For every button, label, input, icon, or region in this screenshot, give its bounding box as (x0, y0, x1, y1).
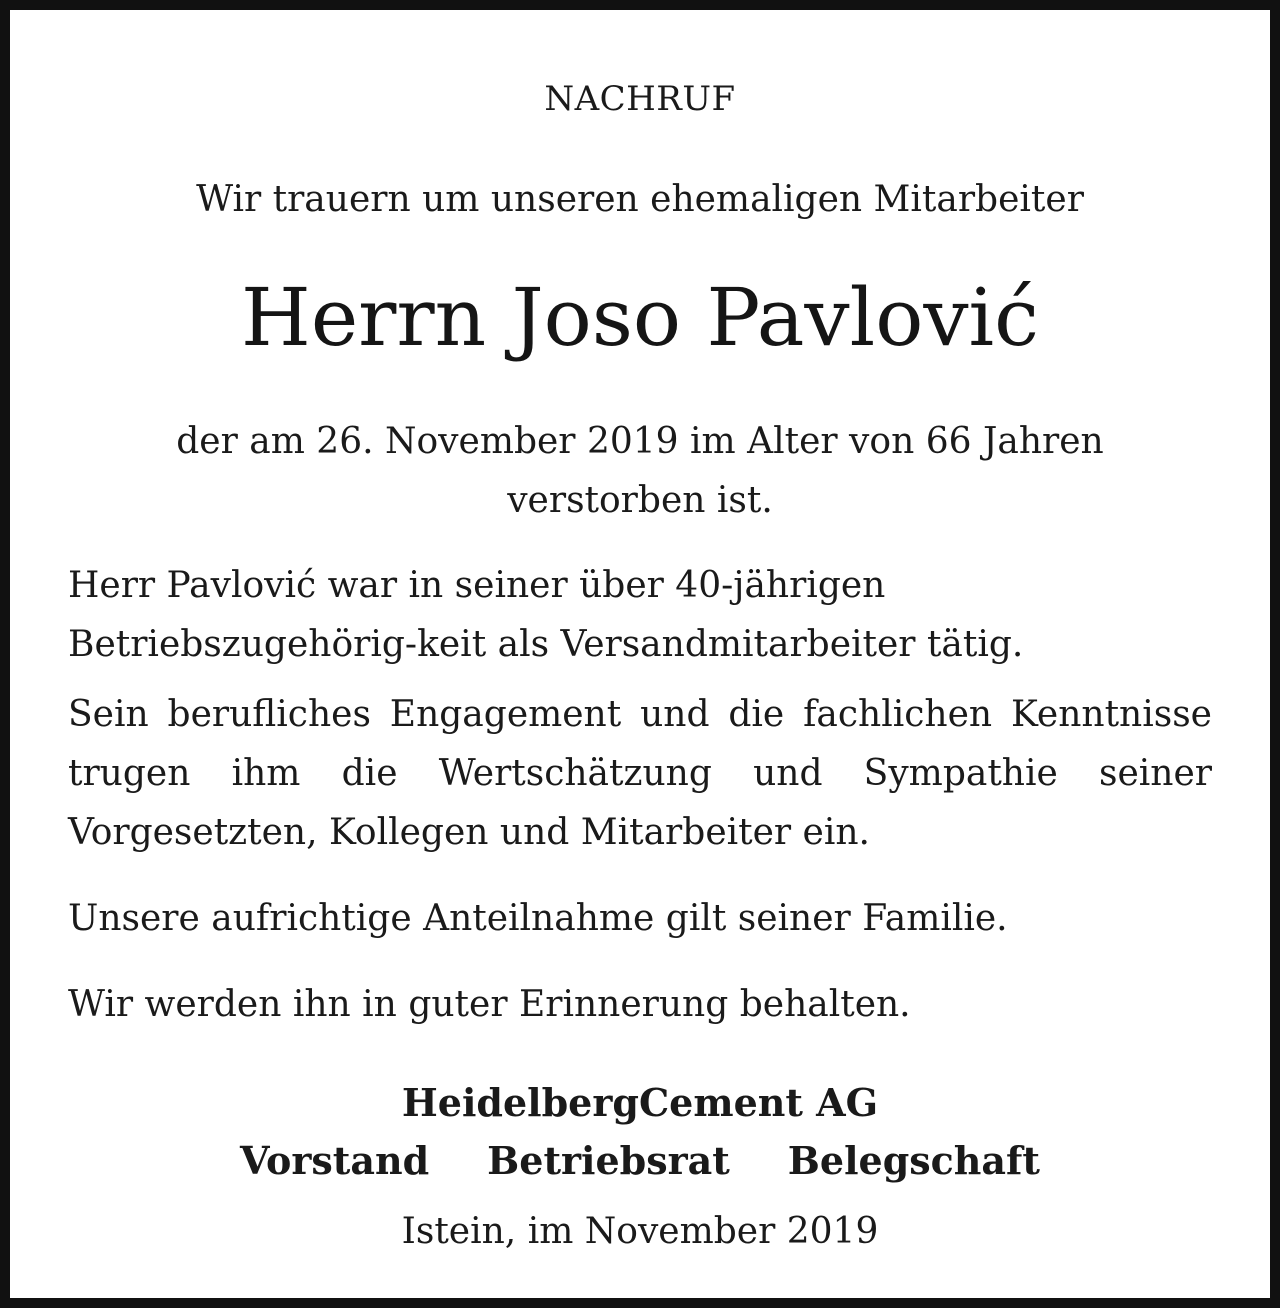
death-details-line-1: der am 26. November 2019 im Alter von 66 Jahren (176, 421, 1104, 462)
deceased-name: Herrn Joso Pavlović (241, 271, 1039, 364)
paragraph-service-text: Herr Pavlović war in seiner über 40-jährigen Betriebszugehörig-keit als Versandmitarbeiter tätig. (68, 565, 1024, 665)
paragraph-condolence: Unsere aufrichtige Anteilnahme gilt seiner Familie. (68, 898, 1008, 939)
paragraph-remembrance: Wir werden ihn in guter Erinnerung behalten. (68, 984, 911, 1025)
place-and-date: Istein, im November 2019 (401, 1211, 879, 1252)
intro-text: Wir trauern um unseren ehemaligen Mitarbeiter (196, 179, 1084, 220)
signer-vorstand: Vorstand (240, 1138, 430, 1183)
paragraph-service (68, 556, 1212, 674)
death-details-line-2: verstorben ist. (507, 480, 773, 521)
signer-belegschaft: Belegschaft (787, 1138, 1040, 1183)
signers-row (10, 1138, 1270, 1183)
paragraph-appreciation: Sein berufliches Engagement und die fachlichen Kenntnisse trugen ihm die Wertschätzung und Sympathie seiner Vorgesetzten, Kollegen und Mitarbeiter ein. (68, 694, 1212, 853)
company-name: HeidelbergCement AG (401, 1080, 879, 1125)
signer-betriebsrat: Betriebsrat (487, 1138, 730, 1183)
notice-heading: NACHRUF (544, 79, 736, 119)
